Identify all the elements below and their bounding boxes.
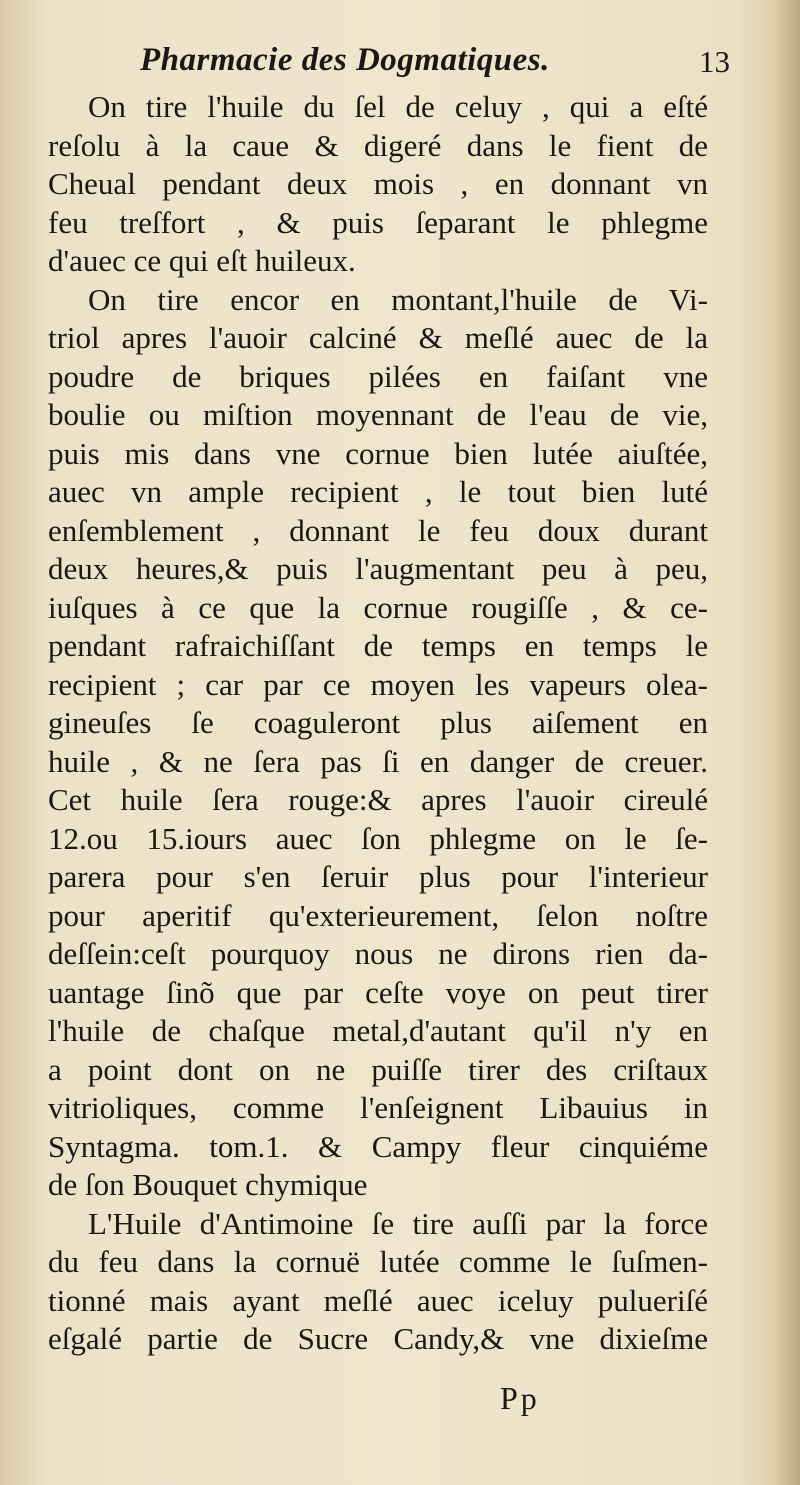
- page-header: [140, 42, 730, 92]
- text-line: enſemblement , donnant le feu doux durant: [48, 512, 708, 548]
- text-line: auec vn ample recipient , le tout bien luté: [48, 474, 708, 509]
- text-line: tionné mais ayant meſlé auec iceluy pulueriſé: [48, 1282, 708, 1318]
- text-line: reſolu à la caue & digeré dans le fient de: [48, 127, 708, 163]
- text-line: On tire encor en montant,l'huile de Vi-: [88, 281, 708, 317]
- text-line: boulie ou miſtion moyennant de l'eau de vie,: [48, 397, 708, 432]
- text-line: d'auec ce qui eſt huileux.: [48, 243, 356, 278]
- text-line: deſſein:ceſt pourquoy nous ne dirons rien da-: [48, 936, 708, 971]
- text-line: pour aperitif qu'exterieurement, ſelon noſtre: [48, 897, 708, 933]
- text-line: parera pour s'en ſeruir plus pour l'interieur: [48, 859, 708, 894]
- text-line: Syntagma. tom.1. & Campy fleur cinquiéme: [48, 1128, 708, 1164]
- signature-mark: Pp: [500, 1380, 540, 1416]
- running-title: Pharmacie des Dogmatiques.: [140, 42, 550, 78]
- text-line: 12.ou 15.iours auec ſon phlegme on le ſe-: [48, 820, 708, 856]
- text-line: poudre de briques pilées en faiſant vne: [48, 358, 708, 394]
- page-edge-shadow: [772, 0, 800, 1485]
- body-text: [48, 88, 708, 1359]
- text-line: feu treſfort , & puis ſeparant le phlegme: [48, 204, 708, 240]
- text-line: eſgalé partie de Sucre Candy,& vne dixieſme: [48, 1321, 708, 1356]
- text-line: gineuſes ſe coaguleront plus aiſement en: [48, 705, 708, 740]
- text-line: l'huile de chaſque metal,d'autant qu'il n'y en: [48, 1013, 708, 1048]
- text-line: Cheual pendant deux mois , en donnant vn: [48, 166, 708, 201]
- text-line: On tire l'huile du ſel de celuy , qui a eſté: [88, 89, 708, 124]
- text-line: vitrioliques, comme l'enſeignent Libauius in: [48, 1090, 708, 1125]
- text-line: du feu dans la cornuë lutée comme le ſuſmen-: [48, 1244, 708, 1279]
- text-line: L'Huile d'Antimoine ſe tire auſſi par la force: [88, 1205, 708, 1241]
- text-line: pendant rafraichiſſant de temps en temps le: [48, 628, 708, 663]
- text-line: de ſon Bouquet chymique: [48, 1167, 368, 1202]
- text-line: triol apres l'auoir calciné & meſlé auec de la: [48, 320, 708, 355]
- text-line: recipient ; car par ce moyen les vapeurs olea-: [48, 666, 708, 702]
- text-line: a point dont on ne puiſſe tirer des criſtaux: [48, 1051, 708, 1087]
- text-line: iuſques à ce que la cornue rougiſſe , & ce-: [48, 589, 708, 625]
- text-line: huile , & ne ſera pas ſi en danger de creuer.: [48, 743, 708, 779]
- text-line: Cet huile ſera rouge:& apres l'auoir cireulé: [48, 782, 708, 817]
- text-line: uantage ſinõ que par ceſte voye on peut tirer: [48, 974, 708, 1010]
- text-line: deux heures,& puis l'augmentant peu à peu,: [48, 551, 708, 586]
- page-number: 13: [699, 44, 730, 79]
- text-line: puis mis dans vne cornue bien lutée aiuſtée,: [48, 435, 708, 471]
